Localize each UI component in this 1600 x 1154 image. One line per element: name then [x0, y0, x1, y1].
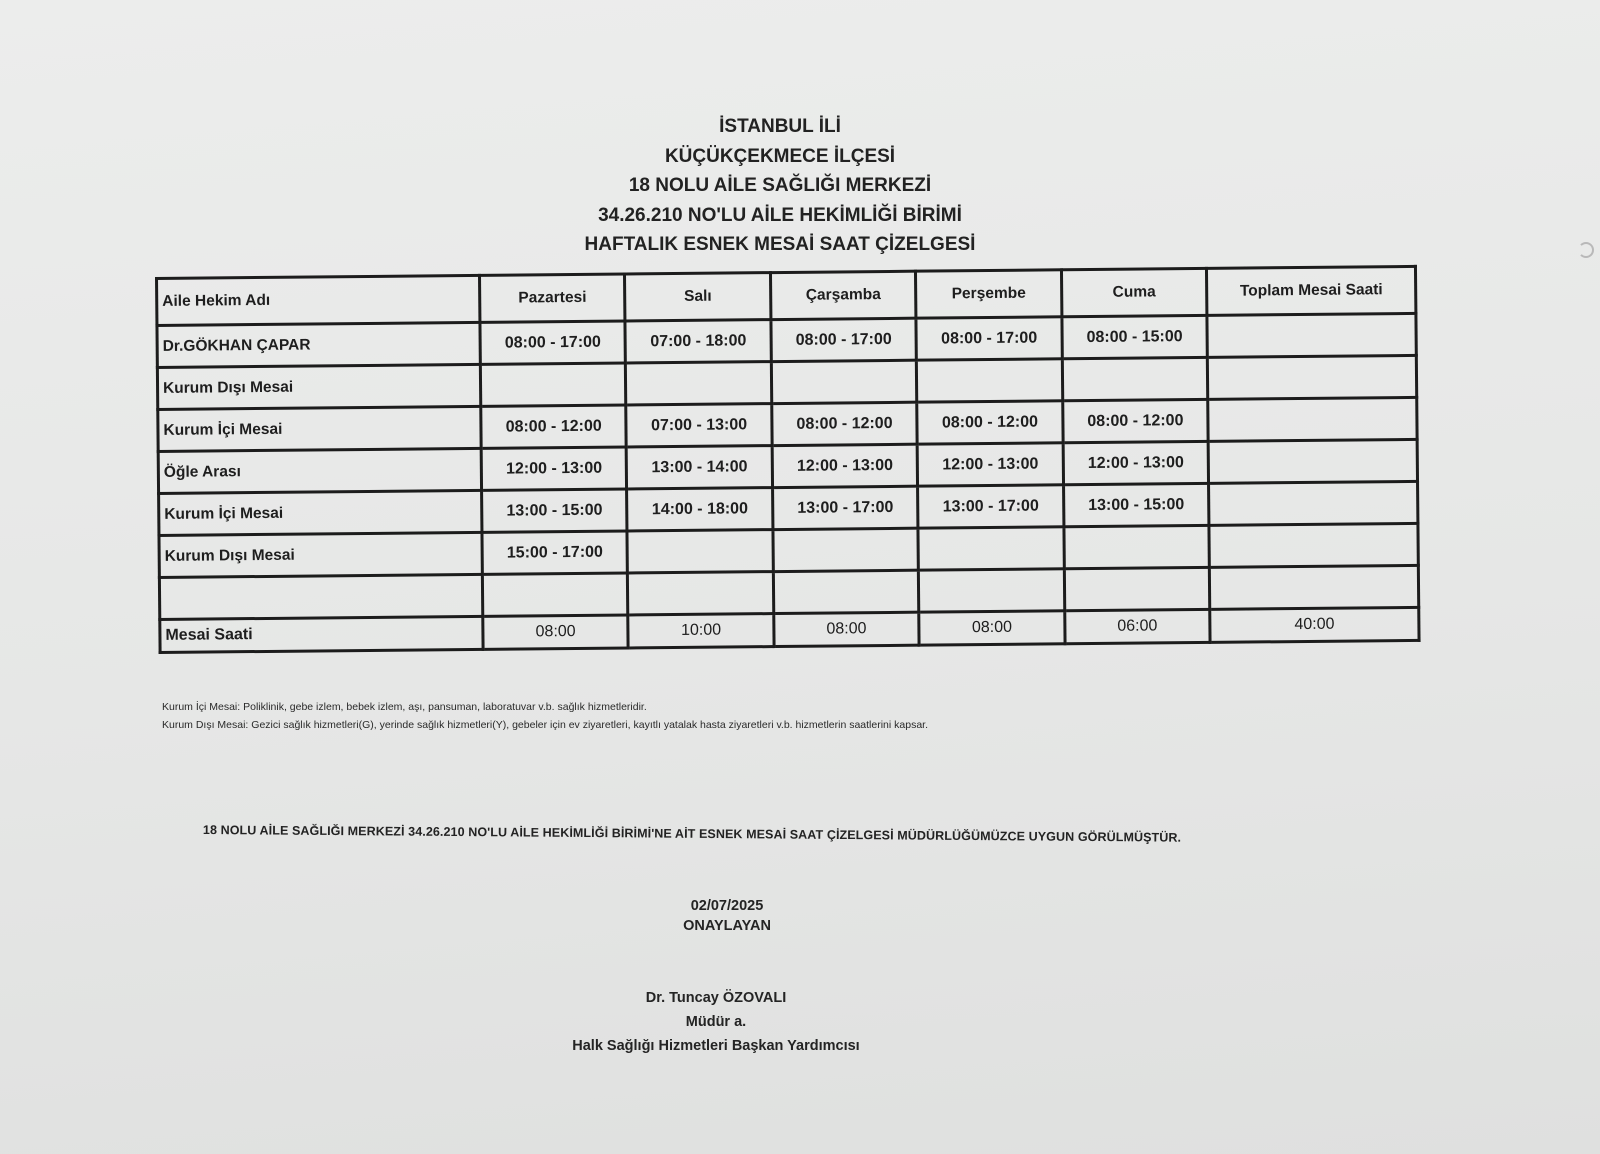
- total-hours-cell: 40:00: [1210, 607, 1419, 642]
- table-cell: [773, 528, 919, 571]
- column-header-monday: Pazartesi: [479, 274, 625, 322]
- table-cell: 14:00 - 18:00: [627, 488, 773, 531]
- table-cell: [1209, 523, 1418, 567]
- approval-date: 02/07/2025: [690, 898, 764, 914]
- footnote-kurum-ici: Kurum İçi Mesai: Poliklinik, gebe izlem, bebek izlem, aşı, pansuman, laboratuvar v.b. sağlık hizmetleridir.: [162, 701, 647, 713]
- table-cell: 13:00 - 14:00: [627, 446, 773, 489]
- column-header-physician: Aile Hekim Adı: [157, 275, 480, 325]
- column-header-friday: Cuma: [1061, 268, 1207, 316]
- signer-block: [0, 986, 1600, 1058]
- table-cell: 08:00: [919, 611, 1065, 645]
- table-cell: 12:00 - 13:00: [1063, 441, 1209, 484]
- table-cell: [1208, 397, 1417, 441]
- table-cell: 07:00 - 13:00: [626, 404, 772, 447]
- footnote-kurum-disi: Kurum Dışı Mesai: Gezici sağlık hizmetleri(G), yerinde sağlık hizmetleri(Y), gebeler için ev ziyaretleri, kayıtlı yatalak hasta ziyaretleri v.b. hizmetlerin saatlerini kapsar.: [162, 719, 928, 731]
- signer-name: Dr. Tuncay ÖZOVALI: [645, 990, 787, 1006]
- table-cell: [1062, 357, 1208, 400]
- table-cell: 13:00 - 17:00: [918, 485, 1064, 528]
- table-cell: [917, 359, 1063, 402]
- header-line-province: İSTANBUL İLİ: [719, 116, 841, 137]
- signer-position: Halk Sağlığı Hizmetleri Başkan Yardımcısı: [572, 1038, 860, 1054]
- document-header: [0, 112, 1600, 260]
- table-cell: 07:00 - 18:00: [625, 320, 771, 363]
- header-line-title: HAFTALIK ESNEK MESAİ SAAT ÇİZELGESİ: [584, 234, 976, 255]
- table-cell: 12:00 - 13:00: [772, 444, 918, 487]
- row-label: Kurum İçi Mesai: [158, 406, 481, 451]
- table-cell: 08:00 - 15:00: [1062, 315, 1208, 358]
- table-cell: [1064, 525, 1210, 568]
- header-line-unit: 34.26.210 NO'LU AİLE HEKİMLİĞİ BİRİMİ: [598, 204, 962, 226]
- approver-label: ONAYLAYAN: [683, 918, 771, 934]
- table-cell: [1209, 481, 1418, 525]
- table-cell: [1208, 439, 1417, 483]
- table-cell: 12:00 - 13:00: [917, 443, 1063, 486]
- row-label: Öğle Arası: [158, 448, 481, 493]
- column-header-wednesday: Çarşamba: [770, 271, 916, 319]
- table-cell: 08:00 - 17:00: [916, 317, 1062, 360]
- table-cell: [771, 360, 917, 403]
- table-cell: [628, 572, 774, 615]
- row-label: [159, 574, 482, 619]
- header-line-health-center: 18 NOLU AİLE SAĞLIĞI MERKEZİ: [628, 175, 932, 196]
- table-cell: 10:00: [628, 614, 774, 648]
- table-cell: [919, 569, 1065, 612]
- row-label: Dr.GÖKHAN ÇAPAR: [157, 322, 480, 367]
- row-label: Kurum İçi Mesai: [159, 490, 482, 535]
- table-cell: 15:00 - 17:00: [482, 531, 628, 574]
- table-cell: [627, 530, 773, 573]
- binder-hole-mark: [1578, 242, 1594, 258]
- row-label: Kurum Dışı Mesai: [157, 364, 480, 409]
- row-label: Kurum Dışı Mesai: [159, 532, 482, 577]
- table-cell: [918, 527, 1064, 570]
- table-cell: [1064, 567, 1210, 610]
- table-cell: [773, 570, 919, 613]
- table-cell: [1207, 313, 1416, 357]
- header-line-district: KÜÇÜKÇEKMECE İLÇESİ: [664, 145, 896, 167]
- table-cell: 08:00: [774, 612, 920, 646]
- table-cell: 08:00 - 17:00: [771, 318, 917, 361]
- table-cell: 08:00 - 12:00: [917, 401, 1063, 444]
- table-cell: 12:00 - 13:00: [481, 447, 627, 490]
- table-cell: 08:00 - 12:00: [481, 405, 627, 448]
- table-cell: [482, 573, 628, 616]
- table-cell: 08:00 - 17:00: [480, 321, 626, 364]
- table-cell: 08:00 - 12:00: [1062, 399, 1208, 442]
- footnotes: [162, 698, 928, 734]
- table-cell: 06:00: [1064, 609, 1210, 643]
- column-header-total-hours: Toplam Mesai Saati: [1207, 266, 1416, 315]
- approval-statement: 18 NOLU AİLE SAĞLIĞI MERKEZİ 34.26.210 NO'LU AİLE HEKİMLİĞİ BİRİMİ'NE AİT ESNEK MESAİ SAAT ÇİZELGESİ MÜDÜRLÜĞÜMÜZCE UYGUN GÖRÜLMÜŞTÜR.: [202, 823, 1182, 845]
- signer-title: Müdür a.: [685, 1014, 747, 1030]
- approval-date-block: [0, 896, 1600, 936]
- schedule-table: [155, 265, 1421, 654]
- table-cell: 08:00: [483, 615, 629, 649]
- table-cell: [1210, 565, 1419, 609]
- table-cell: 13:00 - 15:00: [1063, 483, 1209, 526]
- column-header-thursday: Perşembe: [916, 270, 1062, 318]
- table-cell: [1208, 355, 1417, 399]
- table-cell: 13:00 - 17:00: [772, 486, 918, 529]
- column-header-tuesday: Salı: [625, 273, 771, 321]
- table-cell: [480, 363, 626, 406]
- table-cell: [626, 362, 772, 405]
- row-label: Mesai Saati: [160, 616, 483, 652]
- table-cell: 08:00 - 12:00: [772, 402, 918, 445]
- table-cell: 13:00 - 15:00: [482, 489, 628, 532]
